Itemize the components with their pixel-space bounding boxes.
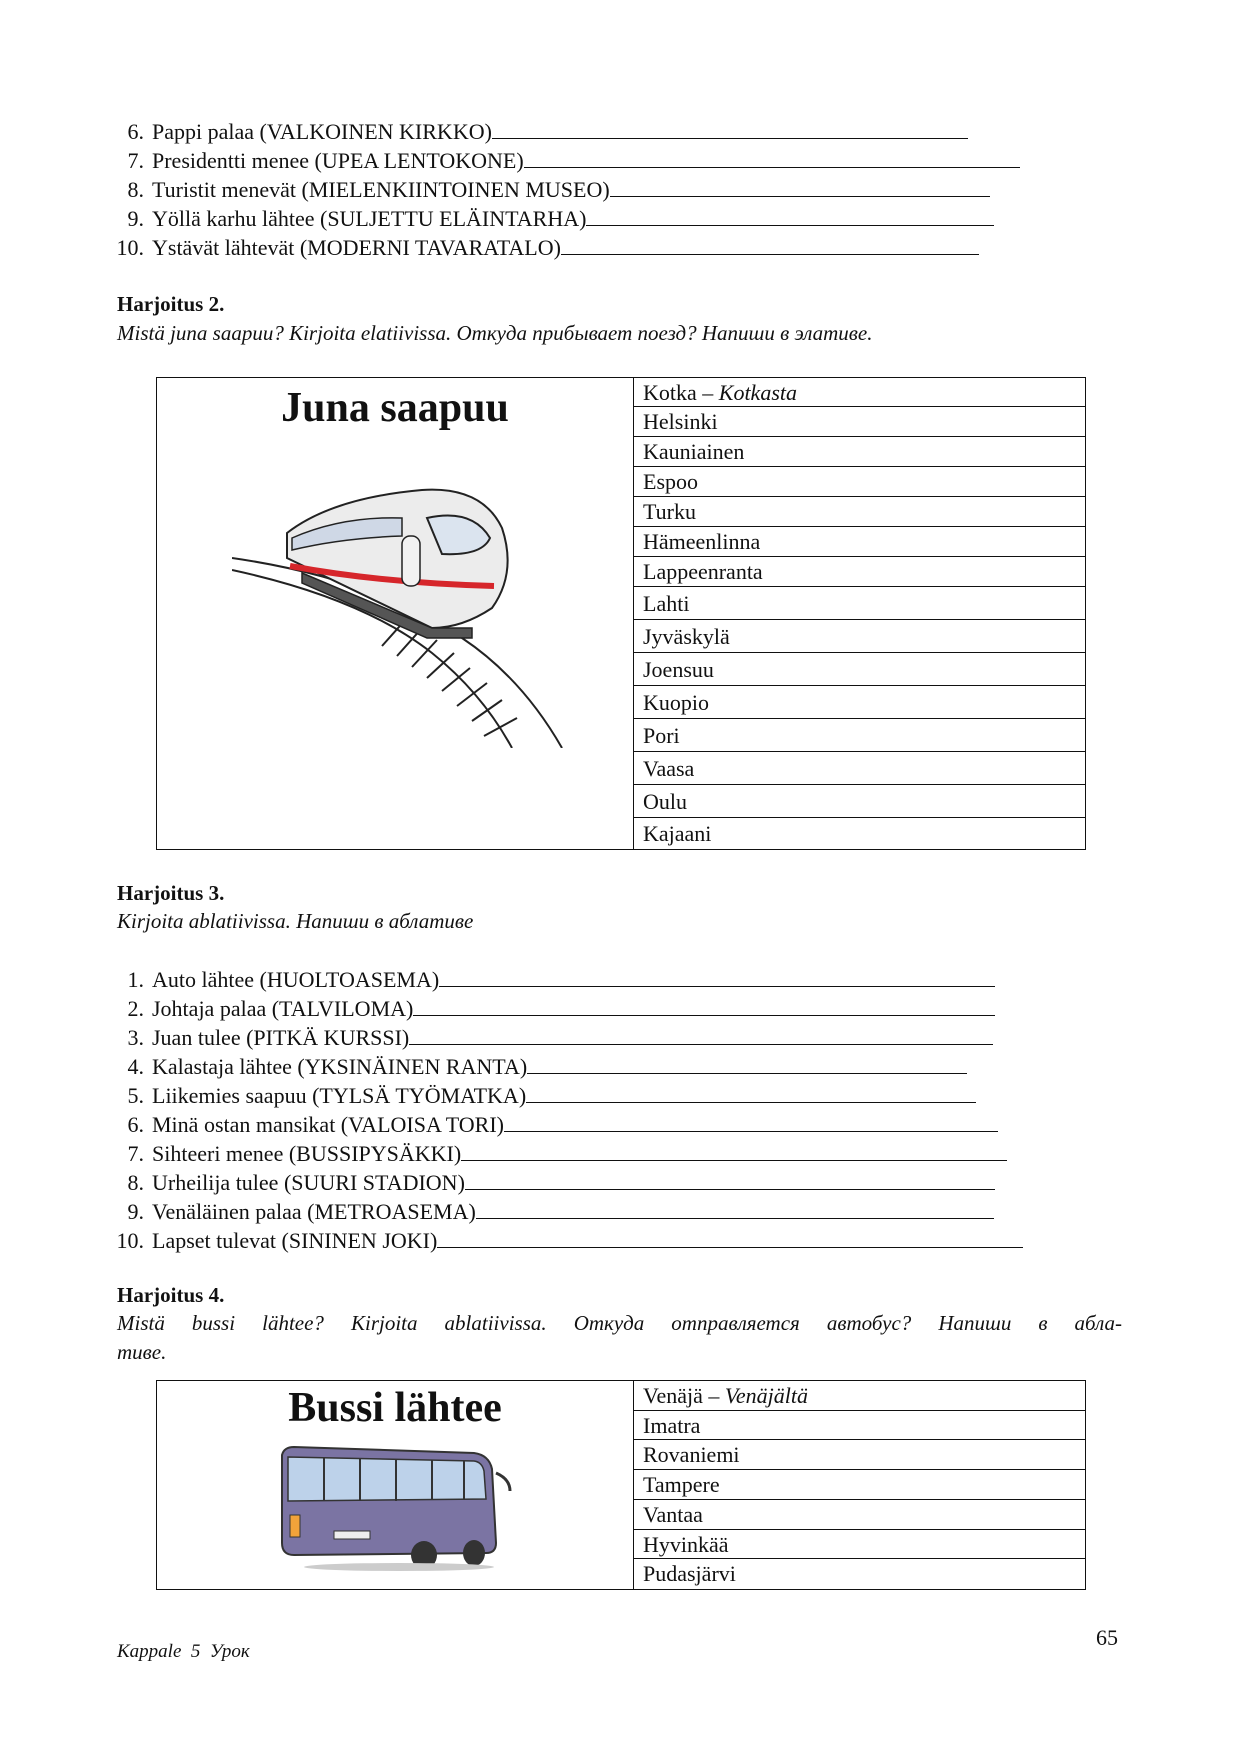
answer-blank[interactable] xyxy=(413,995,995,1016)
list-item xyxy=(127,994,1023,1023)
list-item xyxy=(127,117,1020,146)
item-number: 10. xyxy=(116,235,144,260)
item-number: 9. xyxy=(127,206,144,231)
item-number: 4. xyxy=(127,1054,144,1079)
table-row: Kajaani xyxy=(643,821,712,846)
list-item xyxy=(127,1052,1023,1081)
item-text: Johtaja palaa (TALVILOMA) xyxy=(152,996,414,1021)
exercise4-instruction-line1: Mistä bussi lähtee? Kirjoita ablatiivissa. Откуда отправляется автобус? Напиши в абла- xyxy=(117,1311,1122,1335)
table-row: Hyvinkää xyxy=(633,1530,1085,1559)
page-number: 65 xyxy=(1096,1625,1118,1650)
answer-blank[interactable] xyxy=(492,118,968,139)
chapter-footer: Kappale 5 Урок xyxy=(117,1641,250,1662)
item-number: 8. xyxy=(127,1170,144,1195)
item-text: Turistit menevät (MIELENKIINTOINEN MUSEO) xyxy=(152,177,610,202)
train-picture-cell xyxy=(157,378,634,849)
item-text: Presidentti menee (UPEA LENTOKONE) xyxy=(152,148,524,173)
table-row: Vaasa xyxy=(633,752,1085,785)
bus-illustration xyxy=(274,1443,524,1573)
exercise4-instruction-line2: тиве. xyxy=(117,1340,167,1364)
table-row: Espoo xyxy=(633,467,1085,497)
item-number: 1. xyxy=(127,967,144,992)
answer-blank[interactable] xyxy=(439,966,995,987)
answer-blank[interactable] xyxy=(561,234,979,255)
answer-blank[interactable] xyxy=(409,1024,993,1045)
item-text: Kalastaja lähtee (YKSINÄINEN RANTA) xyxy=(152,1054,528,1079)
table-row: Jyväskylä xyxy=(633,620,1085,653)
picture-title: Juna saapuu xyxy=(281,385,509,431)
item-text: Lapset tulevat (SININEN JOKI) xyxy=(152,1228,438,1253)
table-row: Imatra xyxy=(633,1411,1085,1440)
bus-picture-cell xyxy=(157,1381,634,1589)
exercise4-heading: Harjoitus 4. xyxy=(117,1283,225,1307)
list-item xyxy=(127,146,1020,175)
table-row: Kauniainen xyxy=(633,437,1085,467)
exercise2-table xyxy=(156,377,1086,850)
table-row: Lahti xyxy=(633,587,1085,620)
example-dash: – xyxy=(696,380,719,405)
table-row: Hämeenlinna xyxy=(633,527,1085,557)
answer-blank[interactable] xyxy=(504,1111,998,1132)
example-answer: Kotkasta xyxy=(718,380,797,405)
answer-blank[interactable] xyxy=(526,1082,976,1103)
item-number: 7. xyxy=(127,1141,144,1166)
table-row: Helsinki xyxy=(633,407,1085,437)
answer-blank[interactable] xyxy=(586,205,994,226)
example-word: Kotka xyxy=(643,380,697,405)
list-item xyxy=(127,1139,1023,1168)
place-list xyxy=(633,1381,1085,1589)
item-text: Venäläinen palaa (METROASEMA) xyxy=(152,1199,476,1224)
table-row: Joensuu xyxy=(633,653,1085,686)
example-row xyxy=(633,1381,1085,1411)
table-row: Turku xyxy=(633,497,1085,527)
list-item xyxy=(127,965,1023,994)
list-item xyxy=(127,1168,1023,1197)
example-dash: – xyxy=(702,1383,725,1408)
exercise4-table xyxy=(156,1380,1086,1590)
item-text: Yöllä karhu lähtee (SULJETTU ELÄINTARHA) xyxy=(152,206,587,231)
exercise2-instruction: Mistä juna saapuu? Kirjoita elatiivissa. Откуда прибывает поезд? Напиши в элативе. xyxy=(117,321,873,345)
table-row: Tampere xyxy=(633,1470,1085,1500)
item-number: 6. xyxy=(127,1112,144,1137)
example-answer: Venäjältä xyxy=(724,1383,808,1408)
answer-blank[interactable] xyxy=(610,176,990,197)
list-item xyxy=(127,1081,1023,1110)
list-item xyxy=(116,233,1020,262)
answer-blank[interactable] xyxy=(476,1198,994,1219)
list-item xyxy=(127,204,1020,233)
table-row: Oulu xyxy=(633,785,1085,818)
item-number: 7. xyxy=(127,148,144,173)
exercise1-list xyxy=(116,117,1020,262)
train-illustration xyxy=(232,478,572,748)
city-list xyxy=(633,378,1085,849)
item-text: Ystävät lähtevät (MODERNI TAVARATALO) xyxy=(152,235,561,260)
item-text: Pappi palaa (VALKOINEN KIRKKO) xyxy=(152,119,492,144)
item-text: Liikemies saapuu (TYLSÄ TYÖMATKA) xyxy=(152,1083,527,1108)
answer-blank[interactable] xyxy=(437,1227,1023,1248)
item-number: 2. xyxy=(127,996,144,1021)
item-number: 6. xyxy=(127,119,144,144)
list-item xyxy=(127,1197,1023,1226)
item-text: Juan tulee (PITKÄ KURSSI) xyxy=(152,1025,410,1050)
answer-blank[interactable] xyxy=(465,1169,995,1190)
item-number: 10. xyxy=(116,1228,144,1253)
item-text: Auto lähtee (HUOLTOASEMA) xyxy=(152,967,440,992)
item-number: 9. xyxy=(127,1199,144,1224)
answer-blank[interactable] xyxy=(524,147,1020,168)
exercise2-heading: Harjoitus 2. xyxy=(117,292,225,316)
table-row: Pudasjärvi xyxy=(643,1561,736,1586)
item-number: 3. xyxy=(127,1025,144,1050)
list-item xyxy=(116,1226,1023,1255)
table-row: Rovaniemi xyxy=(633,1440,1085,1470)
answer-blank[interactable] xyxy=(527,1053,967,1074)
answer-blank[interactable] xyxy=(461,1140,1007,1161)
list-item xyxy=(127,1023,1023,1052)
exercise3-instruction: Kirjoita ablatiivissa. Напиши в аблативе xyxy=(117,909,474,933)
example-word: Venäjä xyxy=(643,1383,703,1408)
table-row: Vantaa xyxy=(633,1500,1085,1530)
table-row: Kuopio xyxy=(633,686,1085,719)
item-text: Urheilija tulee (SUURI STADION) xyxy=(152,1170,465,1195)
table-row: Lappeenranta xyxy=(633,557,1085,587)
list-item xyxy=(127,175,1020,204)
item-number: 8. xyxy=(127,177,144,202)
item-text: Minä ostan mansikat (VALOISA TORI) xyxy=(152,1112,504,1137)
example-row xyxy=(633,378,1085,407)
item-text: Sihteeri menee (BUSSIPYSÄKKI) xyxy=(152,1141,462,1166)
exercise3-heading: Harjoitus 3. xyxy=(117,881,225,905)
picture-title: Bussi lähtee xyxy=(288,1385,502,1431)
table-row: Pori xyxy=(633,719,1085,752)
exercise3-list xyxy=(116,965,1023,1255)
list-item xyxy=(127,1110,1023,1139)
item-number: 5. xyxy=(127,1083,144,1108)
